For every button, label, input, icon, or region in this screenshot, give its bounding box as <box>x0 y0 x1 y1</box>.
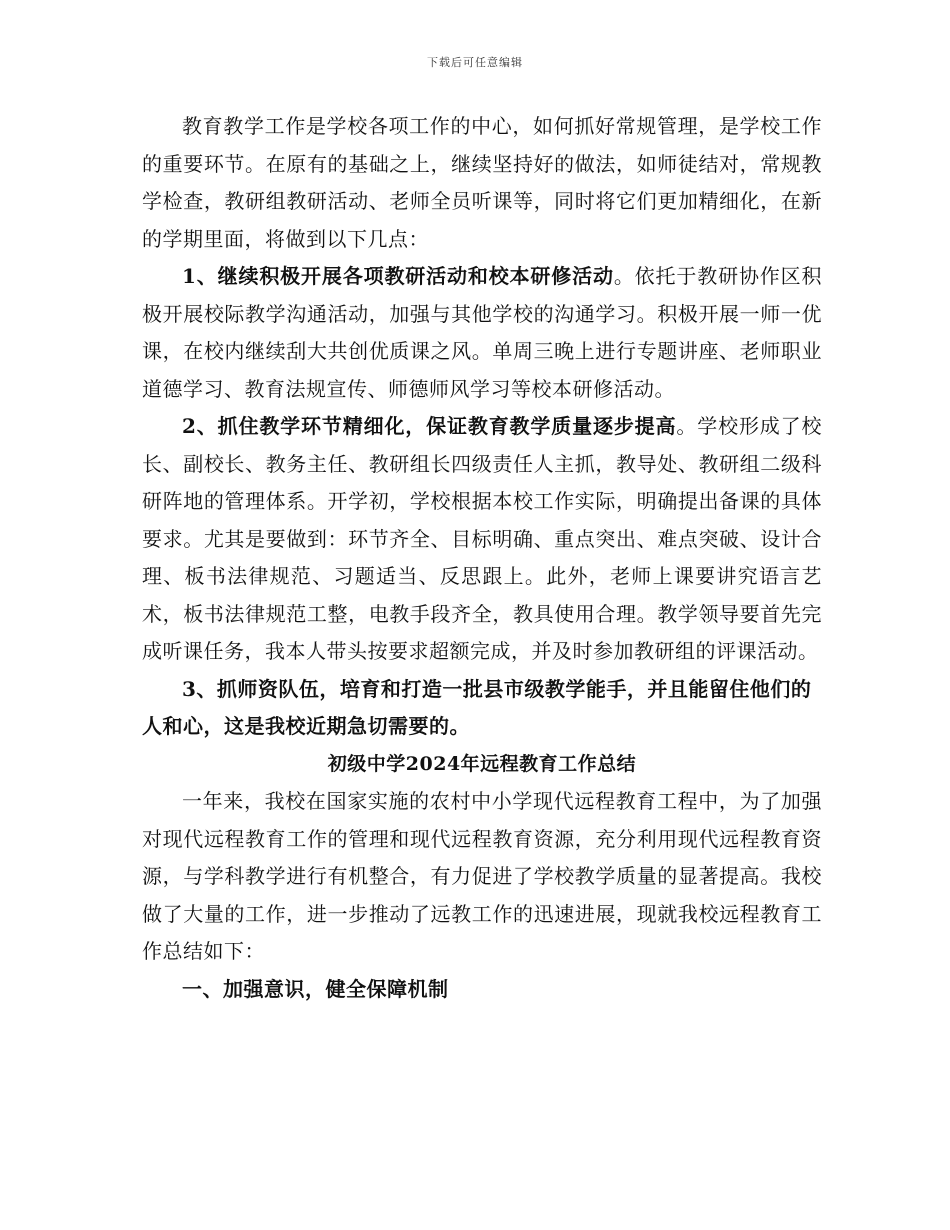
header-note: 下载后可任意编辑 <box>427 56 523 69</box>
item-2-lead: 2、抓住教学环节精细化，保证教育教学质量逐步提高 <box>182 414 677 438</box>
item-2-body: 。学校形成了校长、副校长、教务主任、教研组长四级责任人主抓，教导处、教研组二级科研阵地的管理体系。开学初，学校根据本校工作实际，明确提出备课的具体要求。尤其是要做到：环节齐全、目标明确、重点突出、难点突破、设计合理、板书法律规范、习题适当、反思跟上。此外，老师上课要讲究语言艺术，板书法律规范工整，电教手段齐全，教具使用合理。教学领导要首先完成听课任务，我本人带头按要求超额完成，并及时参加教研组的评课活动。 <box>142 414 823 663</box>
section-heading-1: 一、加强意识，健全保障机制 <box>182 976 449 1001</box>
item-1-body: 。依托于教研协作区积极开展校际教学沟通活动，加强与其他学校的沟通学习。积极开展一师一优课，在校内继续刮大共创优质课之风。单周三晚上进行专题讲座、老师职业道德学习、教育法规宣传、师德师风学习等校本研修活动。 <box>142 264 823 401</box>
section-title: 初级中学2024年远程教育工作总结 <box>327 752 637 775</box>
item-1-lead: 1、继续积极开展各项教研活动和校本研修活动 <box>182 264 614 288</box>
paragraph-item-3: 3、抓师资队伍，培育和打造一批县市级教学能手，并且能留住他们的人和心，这是我校近期急切需要的。 <box>142 676 812 738</box>
document-body <box>142 108 822 1008</box>
paragraph-summary-intro: 一年来，我校在国家实施的农村中小学现代远程教育工程中，为了加强对现代远程教育工作的管理和现代远程教育资源，充分利用现代远程教育资源，与学科教学进行有机整合，有力促进了学校教学质量的显著提高。我校做了大量的工作，进一步推动了远教工作的迅速进展，现就我校远程教育工作总结如下： <box>142 789 822 963</box>
paragraph-item-2 <box>142 408 822 671</box>
paragraph-item-1 <box>142 258 822 408</box>
paragraph-intro: 教育教学工作是学校各项工作的中心，如何抓好常规管理，是学校工作的重要环节。在原有的基础之上，继续坚持好的做法，如师徒结对，常规教学检查，教研组教研活动、老师全员听课等，同时将它们更加精细化，在新的学期里面，将做到以下几点： <box>142 114 822 251</box>
